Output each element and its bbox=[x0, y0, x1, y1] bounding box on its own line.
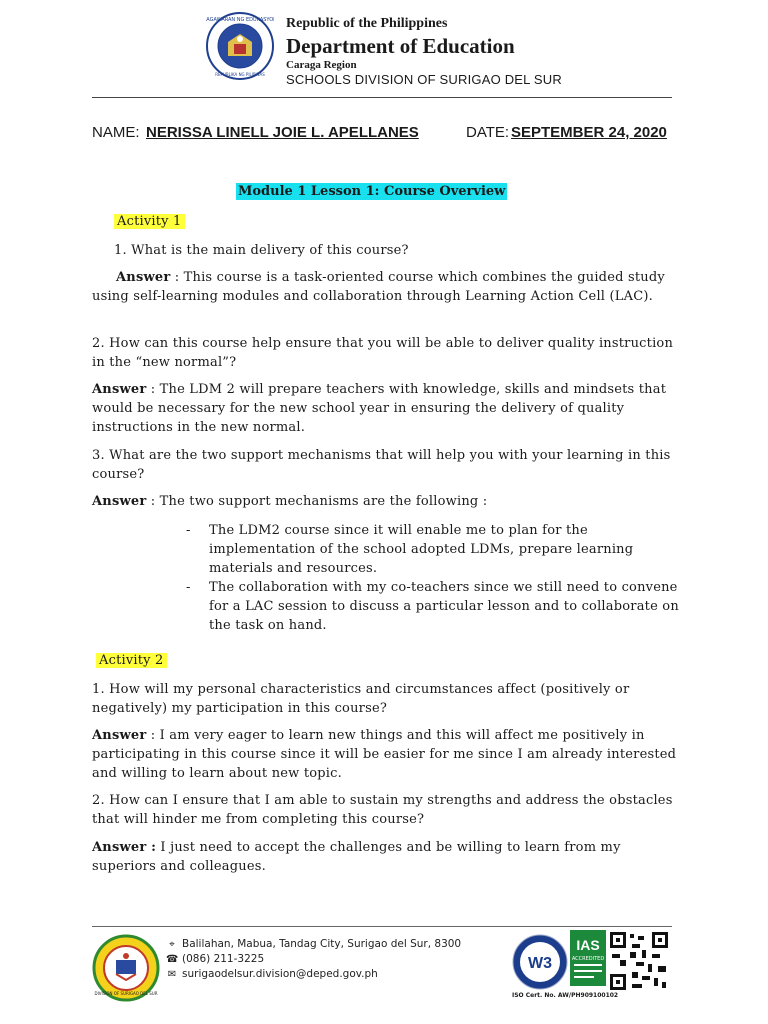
qr-code bbox=[608, 930, 670, 992]
svg-text:DIVISION OF SURIGAO DEL SUR: DIVISION OF SURIGAO DEL SUR bbox=[94, 991, 158, 996]
footer-address bbox=[166, 938, 461, 950]
answer-label: Answer bbox=[116, 270, 171, 285]
answer-label: Answer bbox=[92, 494, 147, 509]
activity-1-heading bbox=[114, 212, 185, 231]
list-item-text: The LDM2 course since it will enable me to plan for the implementation of the school adopted LDMs, prepare learning materials and resources. bbox=[209, 523, 634, 576]
footer-divider bbox=[92, 926, 672, 927]
phone-icon: ☎ bbox=[166, 954, 179, 965]
activity-2-label: Activity 2 bbox=[96, 653, 167, 668]
a1-question-2: 2. How can this course help ensure that you will be able to deliver quality instruction in the “new normal”? bbox=[92, 336, 674, 370]
answer-label: Answer bbox=[92, 728, 147, 743]
answer-text: : The two support mechanisms are the following : bbox=[146, 494, 488, 509]
module-title: Module 1 Lesson 1: Course Overview bbox=[238, 184, 506, 199]
name-label: NAME: bbox=[92, 124, 140, 141]
ias-accreditation-logo bbox=[570, 930, 606, 986]
deped-seal-logo bbox=[206, 12, 274, 80]
header-department: Department of Education bbox=[286, 34, 515, 58]
support-mechanisms-list bbox=[186, 521, 686, 635]
location-pin-icon: ⌖ bbox=[169, 939, 175, 950]
activity-2-heading bbox=[96, 651, 167, 670]
email-icon: ✉ bbox=[167, 969, 177, 980]
answer-text: : The LDM 2 will prepare teachers with knowledge, skills and mindsets that would be necessary for the new school year in ensuring the delivery of quality instructions in the new normal. bbox=[92, 382, 667, 435]
footer-phone bbox=[166, 953, 264, 965]
list-item-text: The collaboration with my co-teachers since we still need to convene for a LAC session to discuss a particular lesson and to collaborate on the task on hand. bbox=[209, 580, 679, 633]
division-seal-logo bbox=[92, 934, 160, 1002]
a2-question-2: 2. How can I ensure that I am able to sustain my strengths and address the obstacles that will hinder me from completing this course? bbox=[92, 793, 673, 827]
svg-text:KAGAWARAN NG EDUKASYON: KAGAWARAN NG EDUKASYON bbox=[206, 17, 274, 23]
a2-answer-1 bbox=[92, 726, 682, 783]
answer-label: Answer : bbox=[92, 840, 157, 855]
a2-answer-2 bbox=[92, 838, 682, 876]
answer-text: : This course is a task-oriented course which combines the guided study using self-learning modules and collaboration through Learning Action Cell (LAC). bbox=[92, 270, 665, 304]
a1-answer-1 bbox=[92, 268, 682, 306]
address-text: Balilahan, Mabua, Tandag City, Surigao del Sur, 8300 bbox=[182, 938, 462, 950]
list-item bbox=[186, 521, 686, 578]
header-republic: Republic of the Philippines bbox=[286, 16, 448, 31]
email-text: surigaodelsur.division@deped.gov.ph bbox=[182, 968, 378, 980]
bullet-dash: - bbox=[186, 580, 191, 595]
iso-cert-number: ISO Cert. No. AW/PH909100102 bbox=[512, 992, 619, 999]
a1-answer-2 bbox=[92, 380, 682, 437]
header-divider bbox=[92, 97, 672, 98]
name-value: NERISSA LINELL JOIE L. APELLANES bbox=[146, 124, 419, 141]
phone-text: (086) 211-3225 bbox=[182, 953, 265, 965]
w3-cert-logo bbox=[512, 934, 568, 990]
answer-text: I just need to accept the challenges and be willing to learn from my superiors and colleagues. bbox=[92, 840, 621, 874]
svg-text:ACCREDITED: ACCREDITED bbox=[571, 956, 605, 962]
a2-question-1: 1. How will my personal characteristics and circumstances affect (positively or negatively) my participation in this course? bbox=[92, 682, 630, 716]
a1-question-1: 1. What is the main delivery of this course? bbox=[114, 243, 409, 258]
list-item bbox=[186, 578, 686, 635]
bullet-dash: - bbox=[186, 523, 191, 538]
svg-text:REPUBLIKA NG PILIPINAS: REPUBLIKA NG PILIPINAS bbox=[215, 72, 265, 77]
a1-question-3: 3. What are the two support mechanisms that will help you with your learning in this course? bbox=[92, 448, 671, 482]
header-division: SCHOOLS DIVISION OF SURIGAO DEL SUR bbox=[286, 72, 562, 87]
answer-text: : I am very eager to learn new things and this will affect me positively in participating in this course since it will be easier for me since I am already interested and willing to learn about new topic. bbox=[92, 728, 677, 781]
footer-email bbox=[166, 968, 378, 980]
a1-answer-3 bbox=[92, 492, 682, 511]
answer-label: Answer bbox=[92, 382, 147, 397]
svg-text:IAS: IAS bbox=[576, 937, 600, 953]
activity-1-label: Activity 1 bbox=[114, 214, 185, 229]
date-label: DATE: bbox=[466, 124, 510, 141]
header-region: Caraga Region bbox=[286, 59, 357, 71]
date-value: SEPTEMBER 24, 2020 bbox=[511, 124, 667, 141]
svg-text:W3: W3 bbox=[528, 955, 552, 972]
